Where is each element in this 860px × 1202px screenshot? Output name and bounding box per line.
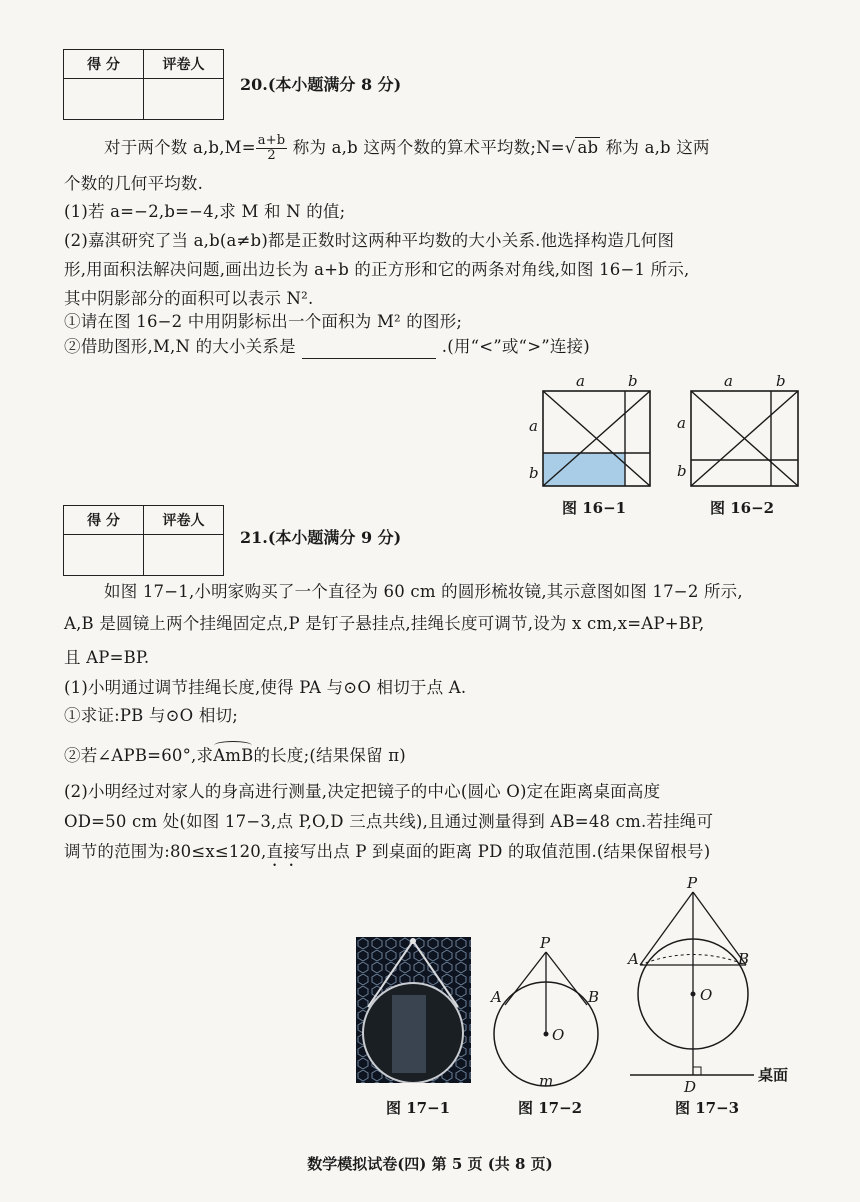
q21-line3: 且 AP=BP. <box>64 648 150 667</box>
fig-17-3-caption: 图 17−3 <box>675 1099 740 1117</box>
fraction-m: $\frac{a+b}{2}$ <box>257 133 286 163</box>
q21-part1: (1)小明通过调节挂绳长度,使得 PA 与⊙O 相切于点 A. <box>64 678 467 697</box>
figure-17-2 <box>484 930 614 1090</box>
point-a: A <box>491 988 502 1006</box>
point-p: P <box>687 874 698 892</box>
score-label: 得 分 <box>64 506 144 535</box>
label-b-side: b <box>529 464 539 482</box>
page-footer: 数学模拟试卷(四) 第 5 页 (共 8 页) <box>307 1155 553 1173</box>
score-cell[interactable] <box>64 79 144 120</box>
score-box-q20 <box>63 49 224 120</box>
q20-heading: 20.(本小题满分 8 分) <box>240 75 402 94</box>
figure-17-3 <box>626 872 796 1094</box>
point-b: B <box>588 988 600 1006</box>
q21-part1-i: ①求证:PB 与⊙O 相切; <box>64 706 238 725</box>
q20-part2-line1: (2)嘉淇研究了当 a,b(a≠b)都是正数时这两种平均数的大小关系.他选择构造几何图 <box>64 231 675 250</box>
q20-part2-line2: 形,用面积法解决问题,画出边长为 a+b 的正方形和它的两条对角线,如图 16−1 所示, <box>64 260 690 279</box>
q21-heading: 21.(本小题满分 9 分) <box>240 528 402 547</box>
q21-part2-line1: (2)小明经过对家人的身高进行测量,决定把镜子的中心(圆心 O)定在距离桌面高度 <box>64 782 661 801</box>
grader-label: 评卷人 <box>144 50 224 79</box>
q20-part2-ii: ②借助图形,M,N 的大小关系是 .(用“<”或“>”连接) <box>64 335 590 359</box>
point-p: P <box>540 934 551 952</box>
label-a-top: a <box>576 372 585 390</box>
score-label: 得 分 <box>64 50 144 79</box>
score-box-q21 <box>63 505 224 576</box>
grader-cell[interactable] <box>144 535 224 576</box>
q20-intro-line-2: 个数的几何平均数. <box>64 174 204 193</box>
point-m: m <box>539 1072 554 1090</box>
arc-amb: AmB <box>213 744 253 768</box>
label-a-side: a <box>529 417 538 435</box>
grader-label: 评卷人 <box>144 506 224 535</box>
q21-part2-line3: 调节的范围为:80≤x≤120,直接写出点 P 到桌面的距离 PD 的取值范围.(结果保留根号) <box>64 842 711 861</box>
q20-part2-line3: 其中阴影部分的面积可以表示 N². <box>64 289 314 308</box>
label-b-top: b <box>776 372 786 390</box>
figure-16-1 <box>520 370 665 495</box>
fig-17-1-caption: 图 17−1 <box>386 1099 451 1117</box>
point-a: A <box>628 950 639 968</box>
label-b-side: b <box>677 462 687 480</box>
label-a-side: a <box>677 414 686 432</box>
score-cell[interactable] <box>64 535 144 576</box>
q21-line1: 如图 17−1,小明家购买了一个直径为 60 cm 的圆形梳妆镜,其示意图如图 17−2 所示, <box>104 582 743 601</box>
sqrt-symbol: √ <box>564 138 576 157</box>
desk-label: 桌面 <box>758 1066 789 1084</box>
answer-blank[interactable] <box>302 342 436 359</box>
fig-17-2-caption: 图 17−2 <box>518 1099 583 1117</box>
q20-intro-line: 对于两个数 a,b,M= $\frac{a+b}{2}$ 称为 a,b 这两个数的算术平均数;N=√ ab 称为 a,b 这两 <box>104 133 710 163</box>
point-d: D <box>684 1078 697 1094</box>
q21-part1-ii: ②若∠APB=60°,求AmB的长度;(结果保留 π) <box>64 744 406 768</box>
fig-16-2-caption: 图 16−2 <box>710 499 775 517</box>
label-a-top: a <box>724 372 733 390</box>
q21-line2: A,B 是圆镜上两个挂绳固定点,P 是钉子悬挂点,挂绳长度可调节,设为 x cm,x=AP+BP, <box>64 614 705 633</box>
shaded-region <box>543 453 625 486</box>
q20-part1: (1)若 a=−2,b=−4,求 M 和 N 的值; <box>64 202 346 221</box>
figure-16-2 <box>668 370 813 495</box>
q20-part2-i: ①请在图 16−2 中用阴影标出一个面积为 M² 的图形; <box>64 312 463 331</box>
point-o: O <box>552 1026 565 1044</box>
fig-16-1-caption: 图 16−1 <box>562 499 627 517</box>
q21-part2-line2: OD=50 cm 处(如图 17−3,点 P,O,D 三点共线),且通过测量得到 AB=48 cm.若挂绳可 <box>64 812 714 831</box>
figure-17-1-photo <box>356 937 471 1083</box>
emphasis-direct: 直接 <box>266 842 300 861</box>
label-b-top: b <box>628 372 638 390</box>
point-o: O <box>700 986 713 1004</box>
point-b: B <box>738 950 750 968</box>
grader-cell[interactable] <box>144 79 224 120</box>
